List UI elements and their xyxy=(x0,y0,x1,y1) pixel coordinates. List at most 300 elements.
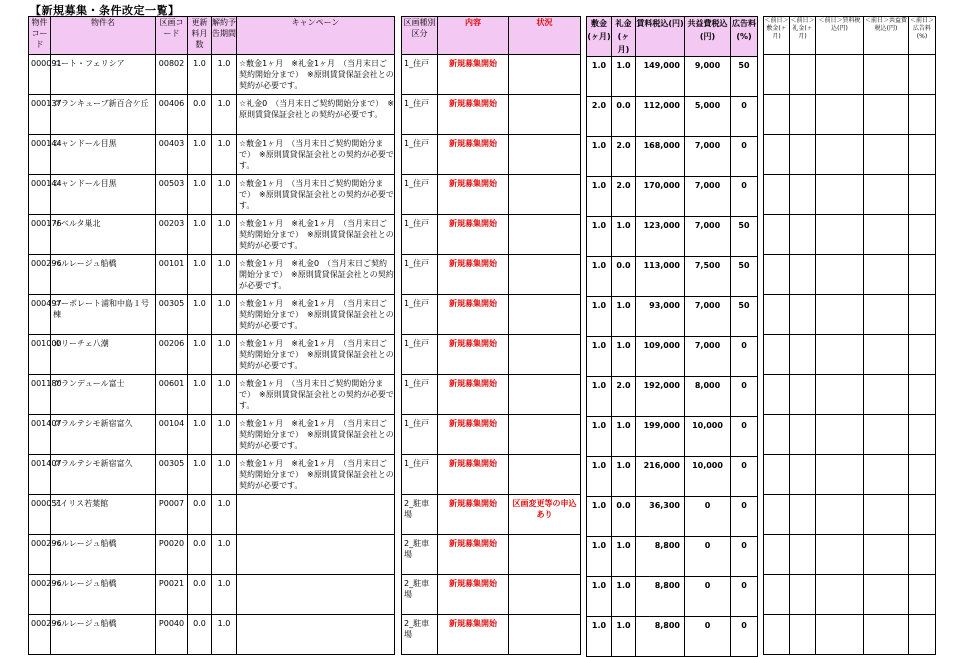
campaign-text-cell: ☆敷金1ヶ月 ※礼金1ヶ月 （当月末日ご契約開始分まで） ※原則賃貸保証会社との契約が必要です。 xyxy=(237,415,395,455)
property-name-cell: グランキューブ新百合ケ丘 xyxy=(51,95,156,135)
status-cell xyxy=(509,615,581,655)
header-status: 状況 xyxy=(509,17,581,55)
ad-fee-cell: 50 xyxy=(731,217,758,257)
notice-period-cell: 1.0 xyxy=(212,135,237,175)
unit-code-cell: 00203 xyxy=(156,215,188,255)
header-common-fee: 共益費税込(円) xyxy=(685,17,731,57)
unit-type-cell: 1_住戸 xyxy=(402,335,438,375)
table-row xyxy=(29,495,395,535)
unit-code-cell: 00406 xyxy=(156,95,188,135)
prev-deposit-cell xyxy=(764,55,790,95)
renewal-months-cell: 1.0 xyxy=(188,175,212,215)
deposit-cell: 1.0 xyxy=(587,577,612,617)
property-name-cell: コーポレート浦和中島１号棟 xyxy=(51,295,156,335)
prev-ad-fee-cell xyxy=(909,255,936,295)
property-name-cell: ベルレージュ船橋 xyxy=(51,535,156,575)
notice-period-cell: 1.0 xyxy=(212,575,237,615)
table-row xyxy=(764,255,936,295)
table-row xyxy=(764,455,936,495)
rent-cell: 149,000 xyxy=(636,57,685,97)
table-row xyxy=(402,135,581,175)
prev-ad-fee-cell xyxy=(909,175,936,215)
renewal-months-cell: 1.0 xyxy=(188,455,212,495)
prev-deposit-cell xyxy=(764,175,790,215)
property-name-cell: コート・フェリシア xyxy=(51,55,156,95)
prev-common-fee-cell xyxy=(864,135,909,175)
prev-common-fee-cell xyxy=(864,615,909,655)
common-fee-cell: 8,000 xyxy=(685,377,731,417)
header-prev-rent: ＜前日＞賃料税込(円) xyxy=(816,17,864,55)
unit-code-cell: P0021 xyxy=(156,575,188,615)
common-fee-cell: 7,500 xyxy=(685,257,731,297)
property-code-cell: 000176 xyxy=(29,215,51,255)
ad-fee-cell: 0 xyxy=(731,177,758,217)
renewal-months-cell: 1.0 xyxy=(188,415,212,455)
campaign-text-cell: ☆敷金1ヶ月 ※礼金1ヶ月 （当月末日ご契約開始分まで） ※原則賃貸保証会社との契約が必要です。 xyxy=(237,335,395,375)
table-row xyxy=(587,537,758,577)
campaign-text-cell xyxy=(237,535,395,575)
campaign-text-cell: ☆敷金1ヶ月 ※礼金1ヶ月 （当月末日ご契約開始分まで） ※原則賃貸保証会社との契約が必要です。 xyxy=(237,55,395,95)
table-row xyxy=(587,57,758,97)
property-code-cell: 000296 xyxy=(29,575,51,615)
campaign-text-cell: ☆敷金1ヶ月 （当月末日ご契約開始分まで） ※原則賃貸保証会社との契約が必要です。 xyxy=(237,135,395,175)
property-table xyxy=(28,16,395,655)
property-name-cell: ベルレージュ船橋 xyxy=(51,575,156,615)
property-name-cell: グランデュール富士 xyxy=(51,375,156,415)
unit-type-cell: 2_駐車場 xyxy=(402,495,438,535)
status-cell xyxy=(509,295,581,335)
unit-code-cell: 00305 xyxy=(156,455,188,495)
header-rent: 賃料税込(円) xyxy=(636,17,685,57)
table-row xyxy=(402,455,581,495)
table-row xyxy=(764,495,936,535)
property-code-cell: 000296 xyxy=(29,535,51,575)
prev-deposit-cell xyxy=(764,535,790,575)
notice-period-cell: 1.0 xyxy=(212,215,237,255)
prev-common-fee-cell xyxy=(864,335,909,375)
unit-code-cell: P0007 xyxy=(156,495,188,535)
notice-period-cell: 1.0 xyxy=(212,495,237,535)
prev-key-money-cell xyxy=(790,255,816,295)
table-row xyxy=(764,535,936,575)
table-row xyxy=(587,217,758,257)
previous-day-table xyxy=(763,16,936,655)
content-cell: 新規募集開始 xyxy=(438,215,509,255)
property-code-cell: 001000 xyxy=(29,335,51,375)
deposit-cell: 1.0 xyxy=(587,537,612,577)
content-cell: 新規募集開始 xyxy=(438,535,509,575)
status-cell xyxy=(509,255,581,295)
content-cell: 新規募集開始 xyxy=(438,415,509,455)
renewal-months-cell: 1.0 xyxy=(188,135,212,175)
table-row xyxy=(587,97,758,137)
table-row xyxy=(29,335,395,375)
prev-common-fee-cell xyxy=(864,55,909,95)
prev-deposit-cell xyxy=(764,575,790,615)
common-fee-cell: 7,000 xyxy=(685,217,731,257)
prev-rent-cell xyxy=(816,175,864,215)
unit-type-cell: 1_住戸 xyxy=(402,415,438,455)
deposit-cell: 1.0 xyxy=(587,177,612,217)
renewal-months-cell: 1.0 xyxy=(188,295,212,335)
prev-common-fee-cell xyxy=(864,255,909,295)
property-code-cell: 000137 xyxy=(29,95,51,135)
prev-ad-fee-cell xyxy=(909,375,936,415)
campaign-text-cell: ☆敷金1ヶ月 ※礼金0 （当月末日ご契約開始分まで） ※原則賃貸保証会社との契約が必要です。 xyxy=(237,255,395,295)
prev-key-money-cell xyxy=(790,335,816,375)
prev-key-money-cell xyxy=(790,55,816,95)
notice-period-cell: 1.0 xyxy=(212,615,237,655)
terms-table xyxy=(586,16,758,657)
rent-cell: 8,800 xyxy=(636,617,685,657)
table-row xyxy=(587,457,758,497)
prev-deposit-cell xyxy=(764,335,790,375)
prev-rent-cell xyxy=(816,495,864,535)
content-cell: 新規募集開始 xyxy=(438,175,509,215)
property-name-cell: アイリス若葉館 xyxy=(51,495,156,535)
table-row xyxy=(402,415,581,455)
prev-key-money-cell xyxy=(790,415,816,455)
property-code-cell: 000144 xyxy=(29,175,51,215)
table-row xyxy=(587,617,758,657)
ad-fee-cell: 0 xyxy=(731,457,758,497)
common-fee-cell: 7,000 xyxy=(685,297,731,337)
table-row xyxy=(402,535,581,575)
unit-type-cell: 2_駐車場 xyxy=(402,535,438,575)
status-cell xyxy=(509,215,581,255)
unit-code-cell: 00503 xyxy=(156,175,188,215)
table-row xyxy=(29,415,395,455)
prev-deposit-cell xyxy=(764,495,790,535)
deposit-cell: 1.0 xyxy=(587,377,612,417)
content-cell: 新規募集開始 xyxy=(438,375,509,415)
notice-period-cell: 1.0 xyxy=(212,455,237,495)
prev-key-money-cell xyxy=(790,95,816,135)
deposit-cell: 1.0 xyxy=(587,457,612,497)
table-row xyxy=(29,95,395,135)
unit-code-cell: 00101 xyxy=(156,255,188,295)
prev-key-money-cell xyxy=(790,135,816,175)
table-row xyxy=(402,255,581,295)
status-cell xyxy=(509,455,581,495)
prev-common-fee-cell xyxy=(864,95,909,135)
status-cell xyxy=(509,535,581,575)
prev-deposit-cell xyxy=(764,375,790,415)
property-name-cell: シャンドール目黒 xyxy=(51,135,156,175)
content-cell: 新規募集開始 xyxy=(438,455,509,495)
prev-key-money-cell xyxy=(790,575,816,615)
prev-common-fee-cell xyxy=(864,295,909,335)
prev-rent-cell xyxy=(816,375,864,415)
key-money-cell: 2.0 xyxy=(612,177,636,217)
content-cell: 新規募集開始 xyxy=(438,295,509,335)
unit-type-cell: 1_住戸 xyxy=(402,55,438,95)
prev-common-fee-cell xyxy=(864,495,909,535)
table-row xyxy=(764,575,936,615)
unit-type-cell: 2_駐車場 xyxy=(402,575,438,615)
key-money-cell: 0.0 xyxy=(612,257,636,297)
status-cell xyxy=(509,375,581,415)
prev-ad-fee-cell xyxy=(909,95,936,135)
property-name-cell: シャンドール目黒 xyxy=(51,175,156,215)
campaign-text-cell xyxy=(237,495,395,535)
deposit-cell: 1.0 xyxy=(587,257,612,297)
table-row xyxy=(764,95,936,135)
rent-cell: 8,800 xyxy=(636,577,685,617)
status-cell: 区画変更等の申込あり xyxy=(509,495,581,535)
table-row xyxy=(29,255,395,295)
header-key-money: 礼金(ヶ月) xyxy=(612,17,636,57)
header-prev-common-fee: ＜前日＞共益費税込(円) xyxy=(864,17,909,55)
table-row xyxy=(29,535,395,575)
prev-deposit-cell xyxy=(764,615,790,655)
table-row xyxy=(587,257,758,297)
rent-cell: 113,000 xyxy=(636,257,685,297)
table-row xyxy=(402,215,581,255)
header-prev-key-money: ＜前日＞礼金(ヶ月) xyxy=(790,17,816,55)
renewal-months-cell: 1.0 xyxy=(188,215,212,255)
deposit-cell: 1.0 xyxy=(587,57,612,97)
property-name-cell: クラルテシモ新宿富久 xyxy=(51,415,156,455)
key-money-cell: 1.0 xyxy=(612,617,636,657)
ad-fee-cell: 0 xyxy=(731,377,758,417)
common-fee-cell: 10,000 xyxy=(685,417,731,457)
prev-common-fee-cell xyxy=(864,375,909,415)
key-money-cell: 1.0 xyxy=(612,217,636,257)
prev-ad-fee-cell xyxy=(909,335,936,375)
campaign-text-cell: ☆敷金1ヶ月 （当月末日ご契約開始分まで） ※原則賃貸保証会社との契約が必要です。 xyxy=(237,175,395,215)
table-row xyxy=(587,577,758,617)
ad-fee-cell: 0 xyxy=(731,337,758,377)
unit-type-cell: 1_住戸 xyxy=(402,175,438,215)
property-code-cell: 001407 xyxy=(29,455,51,495)
prev-key-money-cell xyxy=(790,495,816,535)
table-row xyxy=(764,215,936,255)
renewal-months-cell: 0.0 xyxy=(188,615,212,655)
deposit-cell: 1.0 xyxy=(587,137,612,177)
status-cell xyxy=(509,575,581,615)
content-cell: 新規募集開始 xyxy=(438,55,509,95)
prev-common-fee-cell xyxy=(864,535,909,575)
prev-common-fee-cell xyxy=(864,575,909,615)
campaign-text-cell xyxy=(237,575,395,615)
table-row xyxy=(402,615,581,655)
prev-key-money-cell xyxy=(790,215,816,255)
rent-cell: 216,000 xyxy=(636,457,685,497)
prev-ad-fee-cell xyxy=(909,575,936,615)
renewal-months-cell: 1.0 xyxy=(188,335,212,375)
unit-code-cell: P0020 xyxy=(156,535,188,575)
notice-period-cell: 1.0 xyxy=(212,375,237,415)
table-row xyxy=(587,497,758,537)
prev-rent-cell xyxy=(816,615,864,655)
unit-type-cell: 2_駐車場 xyxy=(402,615,438,655)
common-fee-cell: 7,000 xyxy=(685,137,731,177)
status-table xyxy=(401,16,581,655)
rent-cell: 192,000 xyxy=(636,377,685,417)
prev-rent-cell xyxy=(816,575,864,615)
table-row xyxy=(29,615,395,655)
property-name-cell: クラルテシモ新宿富久 xyxy=(51,455,156,495)
header-unit-code: 区画コード xyxy=(156,17,188,55)
content-cell: 新規募集開始 xyxy=(438,335,509,375)
rent-cell: 123,000 xyxy=(636,217,685,257)
notice-period-cell: 1.0 xyxy=(212,55,237,95)
prev-rent-cell xyxy=(816,535,864,575)
ad-fee-cell: 0 xyxy=(731,497,758,537)
prev-ad-fee-cell xyxy=(909,495,936,535)
deposit-cell: 1.0 xyxy=(587,417,612,457)
prev-ad-fee-cell xyxy=(909,615,936,655)
unit-type-cell: 1_住戸 xyxy=(402,455,438,495)
notice-period-cell: 1.0 xyxy=(212,175,237,215)
prev-ad-fee-cell xyxy=(909,455,936,495)
notice-period-cell: 1.0 xyxy=(212,415,237,455)
common-fee-cell: 7,000 xyxy=(685,337,731,377)
renewal-months-cell: 1.0 xyxy=(188,255,212,295)
notice-period-cell: 1.0 xyxy=(212,535,237,575)
prev-key-money-cell xyxy=(790,375,816,415)
status-cell xyxy=(509,95,581,135)
table-row xyxy=(764,175,936,215)
table-row xyxy=(402,375,581,415)
renewal-months-cell: 0.0 xyxy=(188,495,212,535)
content-cell: 新規募集開始 xyxy=(438,135,509,175)
renewal-months-cell: 0.0 xyxy=(188,575,212,615)
unit-type-cell: 1_住戸 xyxy=(402,135,438,175)
prev-rent-cell xyxy=(816,335,864,375)
table-row xyxy=(402,575,581,615)
prev-rent-cell xyxy=(816,295,864,335)
property-name-cell: リベルタ巣北 xyxy=(51,215,156,255)
common-fee-cell: 9,000 xyxy=(685,57,731,97)
rent-cell: 36,300 xyxy=(636,497,685,537)
header-content: 内容 xyxy=(438,17,509,55)
property-name-cell: ベルレージュ船橋 xyxy=(51,255,156,295)
prev-deposit-cell xyxy=(764,295,790,335)
table-row xyxy=(764,335,936,375)
ad-fee-cell: 0 xyxy=(731,97,758,137)
prev-ad-fee-cell xyxy=(909,415,936,455)
ad-fee-cell: 50 xyxy=(731,57,758,97)
unit-type-cell: 1_住戸 xyxy=(402,95,438,135)
table-row xyxy=(402,295,581,335)
table-row xyxy=(29,575,395,615)
page-title: 【新規募集・条件改定一覧】 xyxy=(30,4,180,17)
property-name-cell: ベルレージュ船橋 xyxy=(51,615,156,655)
property-code-cell: 001407 xyxy=(29,415,51,455)
renewal-months-cell: 1.0 xyxy=(188,55,212,95)
common-fee-cell: 0 xyxy=(685,497,731,537)
key-money-cell: 2.0 xyxy=(612,377,636,417)
prev-deposit-cell xyxy=(764,135,790,175)
header-prev-deposit: ＜前日＞敷金(ヶ月) xyxy=(764,17,790,55)
prev-deposit-cell xyxy=(764,455,790,495)
unit-code-cell: P0040 xyxy=(156,615,188,655)
table-row xyxy=(587,137,758,177)
prev-rent-cell xyxy=(816,95,864,135)
key-money-cell: 0.0 xyxy=(612,497,636,537)
prev-rent-cell xyxy=(816,415,864,455)
table-row xyxy=(402,55,581,95)
header-unit-type: 区画種別区分 xyxy=(402,17,438,55)
table-row xyxy=(764,375,936,415)
prev-key-money-cell xyxy=(790,175,816,215)
table-row xyxy=(29,135,395,175)
table-row xyxy=(764,415,936,455)
notice-period-cell: 1.0 xyxy=(212,295,237,335)
prev-ad-fee-cell xyxy=(909,135,936,175)
key-money-cell: 1.0 xyxy=(612,297,636,337)
common-fee-cell: 0 xyxy=(685,537,731,577)
property-code-cell: 000144 xyxy=(29,135,51,175)
header-campaign: キャンペーン xyxy=(237,17,395,55)
prev-deposit-cell xyxy=(764,95,790,135)
status-cell xyxy=(509,175,581,215)
prev-deposit-cell xyxy=(764,415,790,455)
table-row xyxy=(587,337,758,377)
header-renewal-months: 更新料月数 xyxy=(188,17,212,55)
property-name-cell: カリーチェ八潮 xyxy=(51,335,156,375)
renewal-months-cell: 0.0 xyxy=(188,95,212,135)
prev-common-fee-cell xyxy=(864,175,909,215)
campaign-text-cell: ☆敷金1ヶ月 ※礼金1ヶ月 （当月末日ご契約開始分まで） ※原則賃貸保証会社との契約が必要です。 xyxy=(237,455,395,495)
rent-cell: 170,000 xyxy=(636,177,685,217)
ad-fee-cell: 0 xyxy=(731,417,758,457)
key-money-cell: 0.0 xyxy=(612,97,636,137)
status-cell xyxy=(509,415,581,455)
key-money-cell: 1.0 xyxy=(612,577,636,617)
unit-type-cell: 1_住戸 xyxy=(402,375,438,415)
prev-key-money-cell xyxy=(790,535,816,575)
ad-fee-cell: 0 xyxy=(731,537,758,577)
notice-period-cell: 1.0 xyxy=(212,335,237,375)
prev-deposit-cell xyxy=(764,215,790,255)
unit-code-cell: 00601 xyxy=(156,375,188,415)
header-deposit: 敷金(ヶ月) xyxy=(587,17,612,57)
notice-period-cell: 1.0 xyxy=(212,255,237,295)
ad-fee-cell: 0 xyxy=(731,137,758,177)
campaign-text-cell: ☆敷金1ヶ月 （当月末日ご契約開始分まで） ※原則賃貸保証会社との契約が必要です。 xyxy=(237,375,395,415)
common-fee-cell: 10,000 xyxy=(685,457,731,497)
prev-rent-cell xyxy=(816,255,864,295)
notice-period-cell: 1.0 xyxy=(212,95,237,135)
prev-rent-cell xyxy=(816,55,864,95)
key-money-cell: 1.0 xyxy=(612,337,636,377)
table-row xyxy=(29,55,395,95)
table-row xyxy=(29,175,395,215)
header-property-code: 物件コード xyxy=(29,17,51,55)
ad-fee-cell: 0 xyxy=(731,577,758,617)
header-notice-period: 解約予告期間 xyxy=(212,17,237,55)
key-money-cell: 2.0 xyxy=(612,137,636,177)
property-code-cell: 000296 xyxy=(29,615,51,655)
prev-key-money-cell xyxy=(790,455,816,495)
prev-rent-cell xyxy=(816,455,864,495)
rent-cell: 109,000 xyxy=(636,337,685,377)
table-row xyxy=(764,55,936,95)
table-row xyxy=(29,375,395,415)
rent-cell: 93,000 xyxy=(636,297,685,337)
table-row xyxy=(29,215,395,255)
key-money-cell: 1.0 xyxy=(612,417,636,457)
prev-common-fee-cell xyxy=(864,215,909,255)
campaign-text-cell: ☆礼金0 （当月末日ご契約開始分まで） ※原則賃貸保証会社との契約が必要です。 xyxy=(237,95,395,135)
unit-code-cell: 00206 xyxy=(156,335,188,375)
unit-type-cell: 1_住戸 xyxy=(402,215,438,255)
deposit-cell: 1.0 xyxy=(587,217,612,257)
prev-common-fee-cell xyxy=(864,415,909,455)
